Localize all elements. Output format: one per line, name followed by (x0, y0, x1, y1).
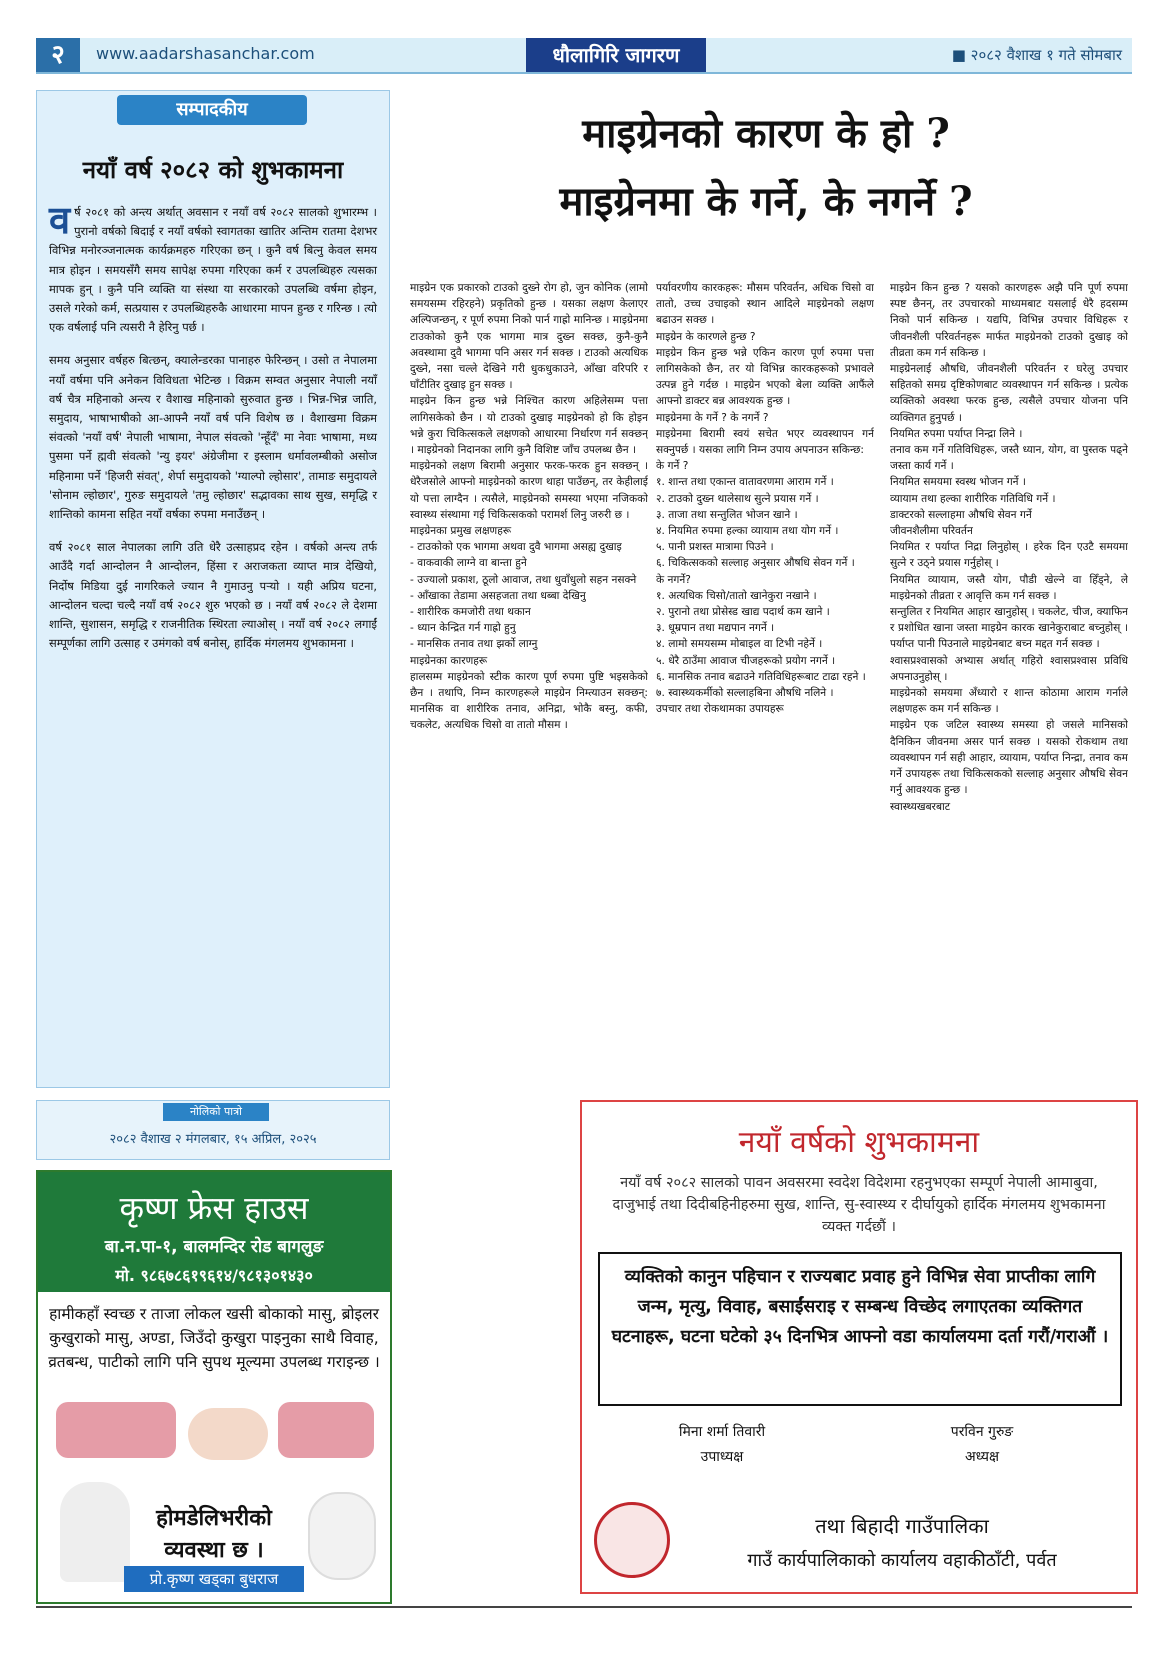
editorial-paragraph: समय अनुसार वर्षहरु बित्छन्, क्यालेन्डरका पानाहरु फेरिन्छन् । उसो त नेपालमा नयाँ वर्षमा पनि अनेकन विविधता भेटिन्छ । विक्रम सम्वत अनुसार नेपाली नयाँ वर्ष चैत्र महिनाको अन्त्य र वैशाख महिनाको सुरुवात हुन्छ । भिन्न-भिन्न जाति, समुदाय, भाषाभाषीको आ-आफ्नै नयाँ वर्ष पनि विशेष छ । वैशाखमा विक्रम संवत्को 'नयाँ वर्ष' नेपाली भाषामा, नेपाल संवत्को 'न्हूँदँ' मा नेवाः भाषामा, मध्य पुसमा पर्ने ह्मवी संवत्को 'न्यु इयर' अंग्रेजीमा र इस्लाम धर्मावलम्बीको असोज महिनामा पर्ने 'हिजरी संवत्', शेर्पा समुदायको 'ग्याल्पो ल्होसार', तामाङ समुदायले 'सोनाम ल्होछार', गुरुङ समुदायले 'तमु ल्होछार' सद्भावका साथ सुख, समृद्धि र शान्तिको कामना सहित नयाँ वर्षका रुपमा मनाउँछन् । (49, 353, 377, 522)
meat-image (56, 1402, 176, 1458)
list-item: - मानसिक तनाव तथा झर्को लाग्नु (410, 638, 538, 651)
list-item: डाक्टरको सल्लाहमा औषधि सेवन गर्ने (890, 508, 1032, 521)
subheading: माइग्रेन के कारणले हुन्छ ? (656, 330, 756, 343)
masthead-logo: धौलागिरि जागरण (526, 38, 706, 72)
paragraph: माइग्रेन एक जटिल स्वास्थ्य समस्या हो जसले मानिसको दैनिकिन जीवनमा असर पार्न सक्छ । यसको रोकथाम तथा व्यवस्थापन गर्न सही आहार, व्यायाम, पर्याप्त निन्द्रा, तनाव कम गर्ने उपायहरू तथा चिकित्सकको सल्लाह अनुसार औषधि सेवन गर्नु आवश्यक हुन्छ । (890, 719, 1128, 797)
ad-business-name: कृष्ण फ्रेस हाउस (119, 1189, 309, 1227)
editorial-paragraph: वर्ष २०८१ को अन्त्य अर्थात् अवसान र नयाँ वर्ष २०८२ सालको शुभारम्भ । पुरानो वर्षको बिदाई र नयाँ वर्षको स्वागतका खातिर अन्तिम रातमा देशभर विभिन्न मनोरञ्जनात्मक कार्यक्रमहरु गरिएका छन् । कुनै वर्ष बित्नु केवल समय मात्र होइन । समयसँगै समय सापेक्ष रुपमा गरिएका कर्म र उपलब्धिहरु त्यसका मापक हुन् । कुनै पनि व्यक्ति या संस्था या सरकारको उपलब्धि वर्षमा होइन, उसले गरेको कर्म, सत्प्रयास र उपलब्धिहरुकै आधारमा मापन हुन्छ र गरिन्छ । त्यो एक वर्षलाई पनि त्यसरी नै हेरिनु पर्छ । (49, 198, 377, 335)
list-item: ४. नियमित रुपमा हल्का व्यायाम तथा योग गर्ने । (656, 525, 839, 538)
signatory-name: मिना शर्मा तिवारी (678, 1424, 766, 1440)
list-item: ३. ताजा तथा सन्तुलित भोजन खाने । (656, 508, 798, 521)
paragraph: हालसम्म माइग्रेनको स्टीक कारण पूर्ण रुपमा पुष्टि भइसकेको छैन । तथापि, निम्न कारणहरूले माइग्रेन निम्त्याउन सक्छन्: मानसिक वा शारीरिक तनाव, अनिद्रा, भोकै बस्नु, कफी, चकलेट, अत्यधिक चिसो वा तातो मौसम । (410, 670, 648, 732)
signatory-title: अध्यक्ष (964, 1449, 1000, 1465)
ad-address: बा.न.पा-१, बालमन्दिर रोड बागलुङ (104, 1237, 324, 1257)
editorial-paragraph: वर्ष २०८१ साल नेपालका लागि उति धेरै उत्साहप्रद रहेन । वर्षको अन्त्य तर्फ आउँदै गर्दा आन्दोलन नै आन्दोलन, हिंसा र अराजकता व्याप्त मात्र देखियो, निर्दोष मिडिया दुई नागरिकले ज्यान नै गुमाउनु पर्‍यो । यही अप्रिय घटना, आन्दोलन चल्दा चल्दै नयाँ वर्ष २०८२ शुरु भएको छ । नयाँ वर्ष २०८२ ले देशमा शान्ति, सुशासन, समृद्धि र राजनीतिक स्थिरता ल्याओस् । नयाँ वर्ष २०८२ लगाईं सम्पूर्णका लागि उत्साह र उमंगको वर्ष बनोस्, हार्दिक मंगलमय शुभकामना । (49, 540, 377, 651)
editorial-box (36, 90, 390, 1088)
paragraph: माइग्रेन एक प्रकारको टाउको दुख्ने रोग हो, जुन कोनिक (लामो समयसम्म रहिरहने) प्रकृतिको हुन्छ । यसका लक्षण केलाएर अल्पिजन्छन्, र पूर्ण रुपमा निको पार्न गाह्रो मानिन्छ । माइग्रेनमा टाउकोको कुनै एक भागमा मात्र दुख्न सक्छ, कुनै-कुनै अवस्थामा दुवै भागमा पनि असर गर्न सक्छ । टाउको अत्यधिक दुख्ने, नसा चल्ले देखिने गरी धुकधुकाउने, आँखा वरिपरि र घाँटीतिर दुखाइ हुन सक्छ । (410, 282, 648, 392)
paragraph: माइग्रेन किन हुन्छ ? यसको कारणहरू अझै पनि पूर्ण रुपमा स्पष्ट छैनन्, तर उपचारको माध्यमबाट यसलाई धेरै हदसम्म निको पार्न सकिन्छ । यद्यपि, विभिन्न उपचार विधिहरू र जीवनशैली परिवर्तनहरू मार्फत माइग्रेनको टाउको दुखाइ को तीव्रता कम गर्न सकिन्छ । (890, 282, 1128, 359)
issue-date: ■ २०८२ वैशाख १ गते सोमबार (951, 46, 1122, 64)
list-item: १. शान्त तथा एकान्त वातावरणमा आराम गर्ने । (656, 476, 834, 489)
calendar-tag: नोलिको पात्रो (163, 1103, 269, 1121)
calendar-box (36, 1100, 390, 1160)
paragraph: माइग्रेन किन हुन्छ भन्ने निश्चित कारण अहिलेसम्म पत्ता लागिसकेको छैन । यो टाउको दुखाइ माइग्रेनको हो कि होइन भन्ने कुरा चिकित्सकले लक्षणको आधारमा निर्धारण गर्न सक्छन् । माइग्रेनको निदानका लागि कुनै विशिष्ट जाँच उपलब्ध छैन । (410, 395, 648, 457)
paragraph: पर्यावरणीय कारकहरू: मौसम परिवर्तन, अधिक चिसो वा तातो, उच्च उचाइको स्थान आदिले माइग्रेनको लक्षण बढाउन सक्छ । (656, 282, 874, 327)
list-item: नियमित समयमा स्वस्थ भोजन गर्ने । (890, 476, 1026, 489)
paragraph: माइग्रेनमा बिरामी स्वयं सचेत भएर व्यवस्थापन गर्न सक्नुपर्छ । यसका लागि निम्न उपाय अपनाउन सकिन्छ: (656, 427, 874, 457)
registration-notice-text: व्यक्तिको कानुन पहिचान र राज्यबाट प्रवाह हुने विभिन्न सेवा प्राप्तीका लागि जन्म, मृत्यु, विवाह, बसाईंसराइ र सम्बन्ध विच्छेद लगाएतका व्यक्तिगत घटनाहरू, घटना घटेको ३५ दिनभित्र आफ्नो वडा कार्यालयमा दर्ता गरौं/गराऔं । (611, 1267, 1109, 1347)
list-item: ५. धेरै ठाउँमा आवाज चीजहरूको प्रयोग नगर्ने । (656, 654, 836, 667)
signature-chair (882, 1422, 1082, 1472)
list-item: व्यायाम तथा हल्का शारीरिक गतिविधि गर्ने । (890, 492, 1056, 505)
list-item: - टाउकोको एक भागमा अथवा दुवै भागमा असह्य दुखाइ (410, 541, 622, 554)
article-headline (400, 100, 1132, 236)
list-item: ५. पानी प्रशस्त मात्रामा पिउने । (656, 541, 774, 554)
list-item: - आँखाका तेडामा असहजता तथा धब्बा देखिनु (410, 589, 586, 602)
headline-line1: माइग्रेनको कारण के हो ? (582, 110, 950, 157)
paragraph: सन्तुलित र नियमित आहार खानुहोस् । चकलेट, चीज, क्याफिन र प्रशोधित खाना जस्ता माइग्रेन कारक खानेकुराबाट बच्नुहोस् । पर्याप्त पानी पिउनाले माइग्रेनबाट बच्न मद्दत गर्न सक्छ । (890, 606, 1128, 651)
drop-cap: व (49, 198, 71, 242)
editorial-tag: सम्पादकीय (117, 95, 307, 125)
calendar-date: २०८२ वैशाख २ मंगलबार, १५ अप्रिल, २०२५ (109, 1132, 317, 1147)
headline-line2: माइग्रेनमा के गर्ने, के नगर्ने ? (559, 178, 973, 225)
list-item: ६. चिकित्सकको सल्लाह अनुसार औषधि सेवन गर्ने । (656, 557, 855, 570)
office-address: गाउँ कार्यपालिकाको कार्यालय वहाकीठाँटी, पर्वत (747, 1550, 1057, 1571)
ad-description: हामीकहाँ स्वच्छ र ताजा लोकल खसी बोकाको मासु, ब्रोइलर कुखुराको मासु, अण्डा, जिउँदो कुखुरा पाइनुका साथै विवाह, व्रतबन्ध, पाटीको लागि पनि सुपथ मूल्यमा उपलब्ध गराइन्छ । (48, 1305, 380, 1371)
list-item: - शारीरिक कमजोरी तथा थकान (410, 606, 531, 619)
greeting-title: नयाँ वर्षको शुभकामना (738, 1125, 980, 1160)
subheading: के नगर्ने? (656, 573, 691, 586)
signatory-title: उपाध्यक्ष (700, 1449, 744, 1465)
page-header (36, 38, 1132, 74)
list-item: २. टाउको दुख्न थालेसाथ सुत्ने प्रयास गर्ने । (656, 492, 819, 505)
signatory-name: परविन गुरुङ (950, 1424, 1014, 1440)
list-item: १. अत्यधिक चिसो/तातो खानेकुरा नखाने । (656, 589, 817, 602)
new-year-greeting-ad (580, 1100, 1138, 1594)
list-item: - ध्यान केन्द्रित गर्न गाह्रो हुनु (410, 622, 516, 635)
subheading: के गर्ने ? (656, 460, 689, 473)
list-item: ७. स्वास्थ्यकर्मीको सल्लाहबिना औषधि नलिने । (656, 687, 834, 700)
ad-phone: मो. ९८६७८६१९६१४/९८१३०१४३० (115, 1266, 313, 1285)
list-item: - उज्यालो प्रकाश, ठूलो आवाज, तथा धुवाँधुलो सहन नसक्ने (410, 573, 637, 586)
list-item: ४. लामो समयसम्म मोबाइल वा टिभी नहेर्ने । (656, 638, 823, 651)
paragraph: माइग्रेनको लक्षण बिरामी अनुसार फरक-फरक हुन सक्छन् । धेरैजसोले आफ्नो माइग्रेनको कारण थाहा पाउँछन्, तर केहीलाई यो पत्ता लाग्दैन । त्यसैले, माइग्रेनको समस्या भएमा नजिकको स्वास्थ्य संस्थामा गई चिकित्सकको परामर्श लिनु जरुरी छ । (410, 460, 648, 521)
site-url[interactable]: www.aadarshasanchar.com (96, 44, 315, 63)
meat-image (278, 1402, 374, 1458)
home-delivery-line2: व्यवस्था छ । (164, 1538, 264, 1563)
subheading: उपचार तथा रोकथामका उपायहरू (656, 703, 784, 716)
editorial-body (49, 198, 377, 667)
fresh-house-ad (36, 1170, 392, 1604)
signature-vice-chair (622, 1422, 822, 1472)
home-delivery-line1: होमडेलिभरीको (156, 1506, 272, 1531)
article-column-2 (656, 280, 874, 1100)
chicken-image (188, 1408, 268, 1460)
article-column-3 (890, 280, 1128, 1090)
paragraph: नियमित र पर्याप्त निद्रा लिनुहोस् । हरेक दिन एउटै समयमा सुत्ने र उठ्ने प्रयास गर्नुहोस् । (890, 541, 1128, 570)
paragraph: माइग्रेन किन हुन्छ भन्ने एकिन कारण पूर्ण रुपमा पत्ता लागिसकेको छैन, तर यो विभिन्न कारकहरूको प्रभावले उत्पन्न हुने गर्दछ । माइग्रेन भएको बेला व्यक्ति आफैंले आफ्नो डाक्टर बन्न आवश्यक हुन्छ । (656, 346, 874, 408)
subheading: माइग्रेनका प्रमुख लक्षणहरू (410, 525, 512, 538)
municipality-name: तथा बिहादी गाउँपालिका (815, 1514, 989, 1538)
proprietor-label: प्रो.कृष्ण खड्का बुधराज (124, 1566, 304, 1592)
footer-rule (36, 1606, 1132, 1608)
list-item: ३. धूम्रपान तथा मद्यपान नगर्ने । (656, 622, 775, 635)
list-item: ६. मानसिक तनाव बढाउने गतिविधिहरूबाट टाढा रहने । (656, 670, 866, 683)
goat-image (60, 1482, 130, 1582)
registration-notice-box (598, 1252, 1122, 1406)
paragraph: नियमित व्यायाम, जस्तै योग, पौडी खेल्ने वा हिँड्ने, ले माइग्रेनको तीव्रता र आवृत्ति कम गर्न सक्छ । (890, 573, 1128, 602)
editorial-title: नयाँ वर्ष २०८२ को शुभकामना (82, 155, 344, 184)
subheading: माइग्रेनका कारणहरू (410, 654, 488, 667)
list-item: - वाकवाकी लाग्ने वा बान्ता हुने (410, 557, 527, 570)
list-item: २. पुरानो तथा प्रोसेस्ड खाद्य पदार्थ कम खाने । (656, 606, 830, 619)
paragraph: माइग्रेनको समयमा अँध्यारो र शान्त कोठामा आराम गर्नाले लक्षणहरू कम गर्न सकिन्छ । (890, 687, 1128, 716)
subheading: माइग्रेनमा के गर्ने ? के नगर्ने ? (656, 411, 769, 424)
nepal-emblem-icon (594, 1502, 670, 1578)
paragraph: माइग्रेनलाई औषधि, जीवनशैली परिवर्तन र घरेलु उपचार सहितको समग्र दृष्टिकोणबाट व्यवस्थापन गर्न सकिन्छ । प्रत्येक व्यक्तिको अवस्था फरक हुन्छ, त्यसैले उपचार योजना पनि व्यक्तिगत हुनुपर्छ । (890, 363, 1128, 424)
subheading: जीवनशैलीमा परिवर्तन (890, 525, 973, 538)
list-item: तनाव कम गर्ने गतिविधिहरू, जस्तै ध्यान, योग, वा पुस्तक पढ्ने जस्ता कार्य गर्ने । (890, 444, 1128, 473)
greeting-message: नयाँ वर्ष २०८२ सालको पावन अवसरमा स्वदेश विदेशमा रहनुभएका सम्पूर्ण नेपाली आमाबुवा, दाजुभाई तथा दिदीबहिनीहरुमा सुख, शान्ति, सु-स्वास्थ्य र दीर्घायुको हार्दिक मंगलमय शुभकामना व्यक्त गर्दछौं । (612, 1175, 1106, 1235)
page-number: २ (36, 38, 80, 72)
list-item: नियमित रुपमा पर्याप्त निन्द्रा लिने । (890, 427, 1023, 440)
source-credit: स्वास्थ्यखबरबाट (890, 800, 951, 813)
paragraph: श्वासप्रश्वासको अभ्यास अर्थात् गहिरो श्वासप्रश्वास प्रविधि अपनाउनुहोस् । (890, 654, 1128, 683)
